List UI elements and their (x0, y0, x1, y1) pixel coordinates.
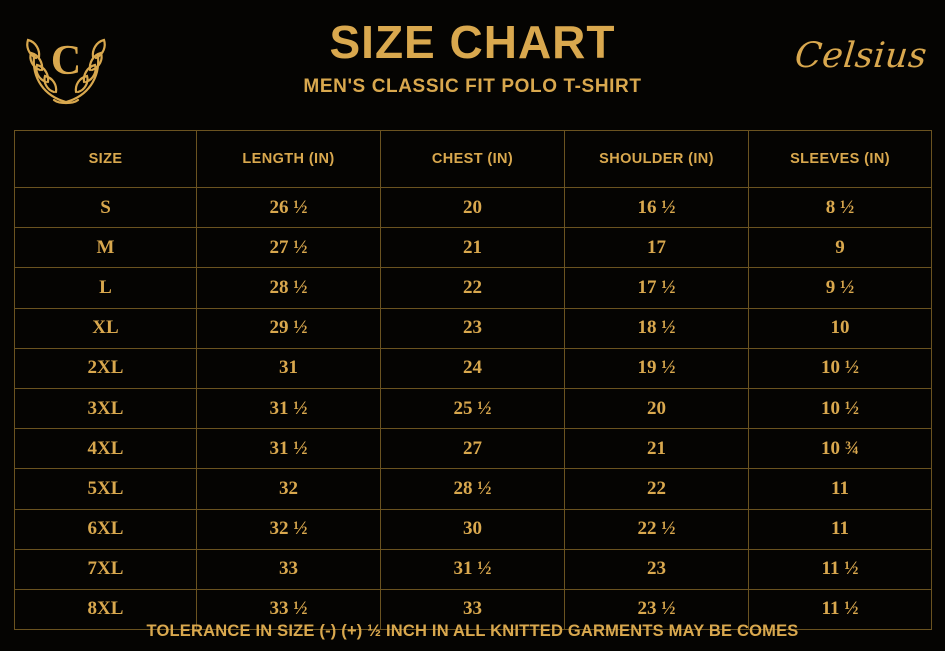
cell-size: 7XL (15, 549, 197, 589)
column-header-length: LENGTH (IN) (197, 131, 381, 188)
cell-size: 5XL (15, 469, 197, 509)
cell-length: 28 ½ (197, 268, 381, 308)
cell-length: 31 (197, 348, 381, 388)
table-row (15, 348, 932, 388)
table-row (15, 509, 932, 549)
cell-shoulder: 23 ½ (565, 589, 749, 629)
cell-size: 2XL (15, 348, 197, 388)
table-header-row (15, 131, 932, 188)
cell-shoulder: 20 (565, 388, 749, 428)
cell-shoulder: 21 (565, 429, 749, 469)
cell-size: 8XL (15, 589, 197, 629)
table-row (15, 388, 932, 428)
size-table (14, 130, 932, 630)
table-row (15, 469, 932, 509)
cell-size: 4XL (15, 429, 197, 469)
cell-size: 6XL (15, 509, 197, 549)
cell-length: 31 ½ (197, 429, 381, 469)
cell-shoulder: 23 (565, 549, 749, 589)
cell-chest: 22 (381, 268, 565, 308)
cell-sleeves: 9 (749, 228, 932, 268)
svg-text:C: C (50, 38, 82, 84)
cell-sleeves: 10 (749, 308, 932, 348)
table-row (15, 308, 932, 348)
cell-length: 26 ½ (197, 188, 381, 228)
cell-sleeves: 11 (749, 469, 932, 509)
size-table-container (14, 130, 931, 630)
cell-chest: 28 ½ (381, 469, 565, 509)
cell-length: 31 ½ (197, 388, 381, 428)
cell-shoulder: 22 (565, 469, 749, 509)
cell-size: S (15, 188, 197, 228)
cell-sleeves: 10 ½ (749, 388, 932, 428)
cell-sleeves: 9 ½ (749, 268, 932, 308)
column-header-shoulder: SHOULDER (IN) (565, 131, 749, 188)
column-header-sleeves: SLEEVES (IN) (749, 131, 932, 188)
cell-length: 32 ½ (197, 509, 381, 549)
cell-chest: 30 (381, 509, 565, 549)
page-subtitle: MEN'S CLASSIC FIT POLO T-SHIRT (303, 76, 642, 97)
cell-chest: 25 ½ (381, 388, 565, 428)
cell-sleeves: 10 ½ (749, 348, 932, 388)
cell-chest: 27 (381, 429, 565, 469)
table-row (15, 429, 932, 469)
cell-length: 29 ½ (197, 308, 381, 348)
cell-size: L (15, 268, 197, 308)
cell-sleeves: 11 ½ (749, 549, 932, 589)
cell-size: 3XL (15, 388, 197, 428)
cell-chest: 33 (381, 589, 565, 629)
cell-shoulder: 16 ½ (565, 188, 749, 228)
cell-length: 32 (197, 469, 381, 509)
table-row (15, 549, 932, 589)
cell-sleeves: 8 ½ (749, 188, 932, 228)
tolerance-note: TOLERANCE IN SIZE (-) (+) ½ INCH IN ALL KNITTED GARMENTS MAY BE COMES (146, 622, 799, 640)
cell-sleeves: 11 ½ (749, 589, 932, 629)
cell-chest: 20 (381, 188, 565, 228)
cell-chest: 23 (381, 308, 565, 348)
page-title: SIZE CHART (329, 16, 616, 68)
header (0, 0, 945, 128)
cell-chest: 31 ½ (381, 549, 565, 589)
cell-sleeves: 10 ¾ (749, 429, 932, 469)
cell-shoulder: 17 ½ (565, 268, 749, 308)
column-header-size: SIZE (15, 131, 197, 188)
cell-chest: 21 (381, 228, 565, 268)
cell-sleeves: 11 (749, 509, 932, 549)
cell-shoulder: 19 ½ (565, 348, 749, 388)
cell-shoulder: 17 (565, 228, 749, 268)
cell-shoulder: 22 ½ (565, 509, 749, 549)
cell-length: 33 ½ (197, 589, 381, 629)
cell-length: 27 ½ (197, 228, 381, 268)
table-row (15, 188, 932, 228)
cell-chest: 24 (381, 348, 565, 388)
cell-size: XL (15, 308, 197, 348)
column-header-chest: CHEST (IN) (381, 131, 565, 188)
table-row (15, 228, 932, 268)
brand-wordmark: Celsius (793, 36, 930, 76)
cell-size: M (15, 228, 197, 268)
cell-shoulder: 18 ½ (565, 308, 749, 348)
cell-length: 33 (197, 549, 381, 589)
table-row (15, 268, 932, 308)
